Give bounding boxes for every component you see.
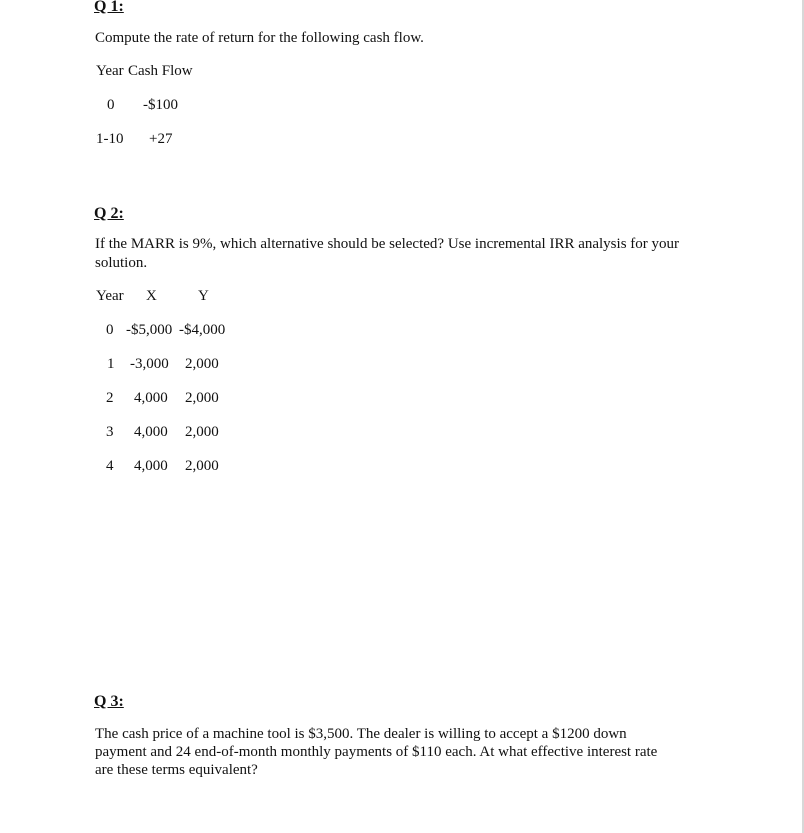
q2-row3-year: 3 (106, 424, 114, 440)
q1-row1-value: +27 (149, 131, 173, 147)
q2-header-x: X (146, 288, 157, 304)
q2-row1-x: -3,000 (130, 356, 169, 372)
q2-row2-y: 2,000 (185, 390, 219, 406)
q3-question-line2: payment and 24 end-of-month monthly payments of $110 each. At what effective interest rate (95, 744, 658, 760)
q2-row0-x: -$5,000 (126, 322, 173, 338)
q2-row4-y: 2,000 (185, 458, 219, 474)
q2-row2-x: 4,000 (134, 390, 168, 406)
q3-question-line1: The cash price of a machine tool is $3,500. The dealer is willing to accept a $1200 down (95, 726, 627, 742)
q1-heading: Q 1: (94, 0, 124, 15)
q2-header-year: Year (96, 288, 124, 304)
q1-row1-year: 1-10 (96, 131, 124, 147)
q2-row2-year: 2 (106, 390, 114, 406)
q2-row0-y: -$4,000 (179, 322, 226, 338)
q1-header-year: Year (96, 63, 124, 79)
q2-row1-year: 1 (107, 356, 115, 372)
q2-question-line1: If the MARR is 9%, which alternative should be selected? Use incremental IRR analysis for your (95, 236, 680, 252)
q2-row4-year: 4 (106, 458, 114, 474)
q1-row0-year: 0 (107, 97, 115, 113)
q3-question-line3: are these terms equivalent? (95, 762, 258, 778)
q2-row3-y: 2,000 (185, 424, 219, 440)
q2-header-y: Y (198, 288, 209, 304)
q1-question: Compute the rate of return for the following cash flow. (95, 30, 424, 46)
q2-heading: Q 2: (94, 205, 124, 222)
q1-row0-value: -$100 (143, 97, 178, 113)
q2-row4-x: 4,000 (134, 458, 168, 474)
q2-row0-year: 0 (106, 322, 114, 338)
q3-heading: Q 3: (94, 693, 124, 710)
q2-question-line2: solution. (95, 255, 148, 271)
q2-row1-y: 2,000 (185, 356, 219, 372)
q2-row3-x: 4,000 (134, 424, 168, 440)
q1-header-cashflow: Cash Flow (128, 63, 193, 79)
